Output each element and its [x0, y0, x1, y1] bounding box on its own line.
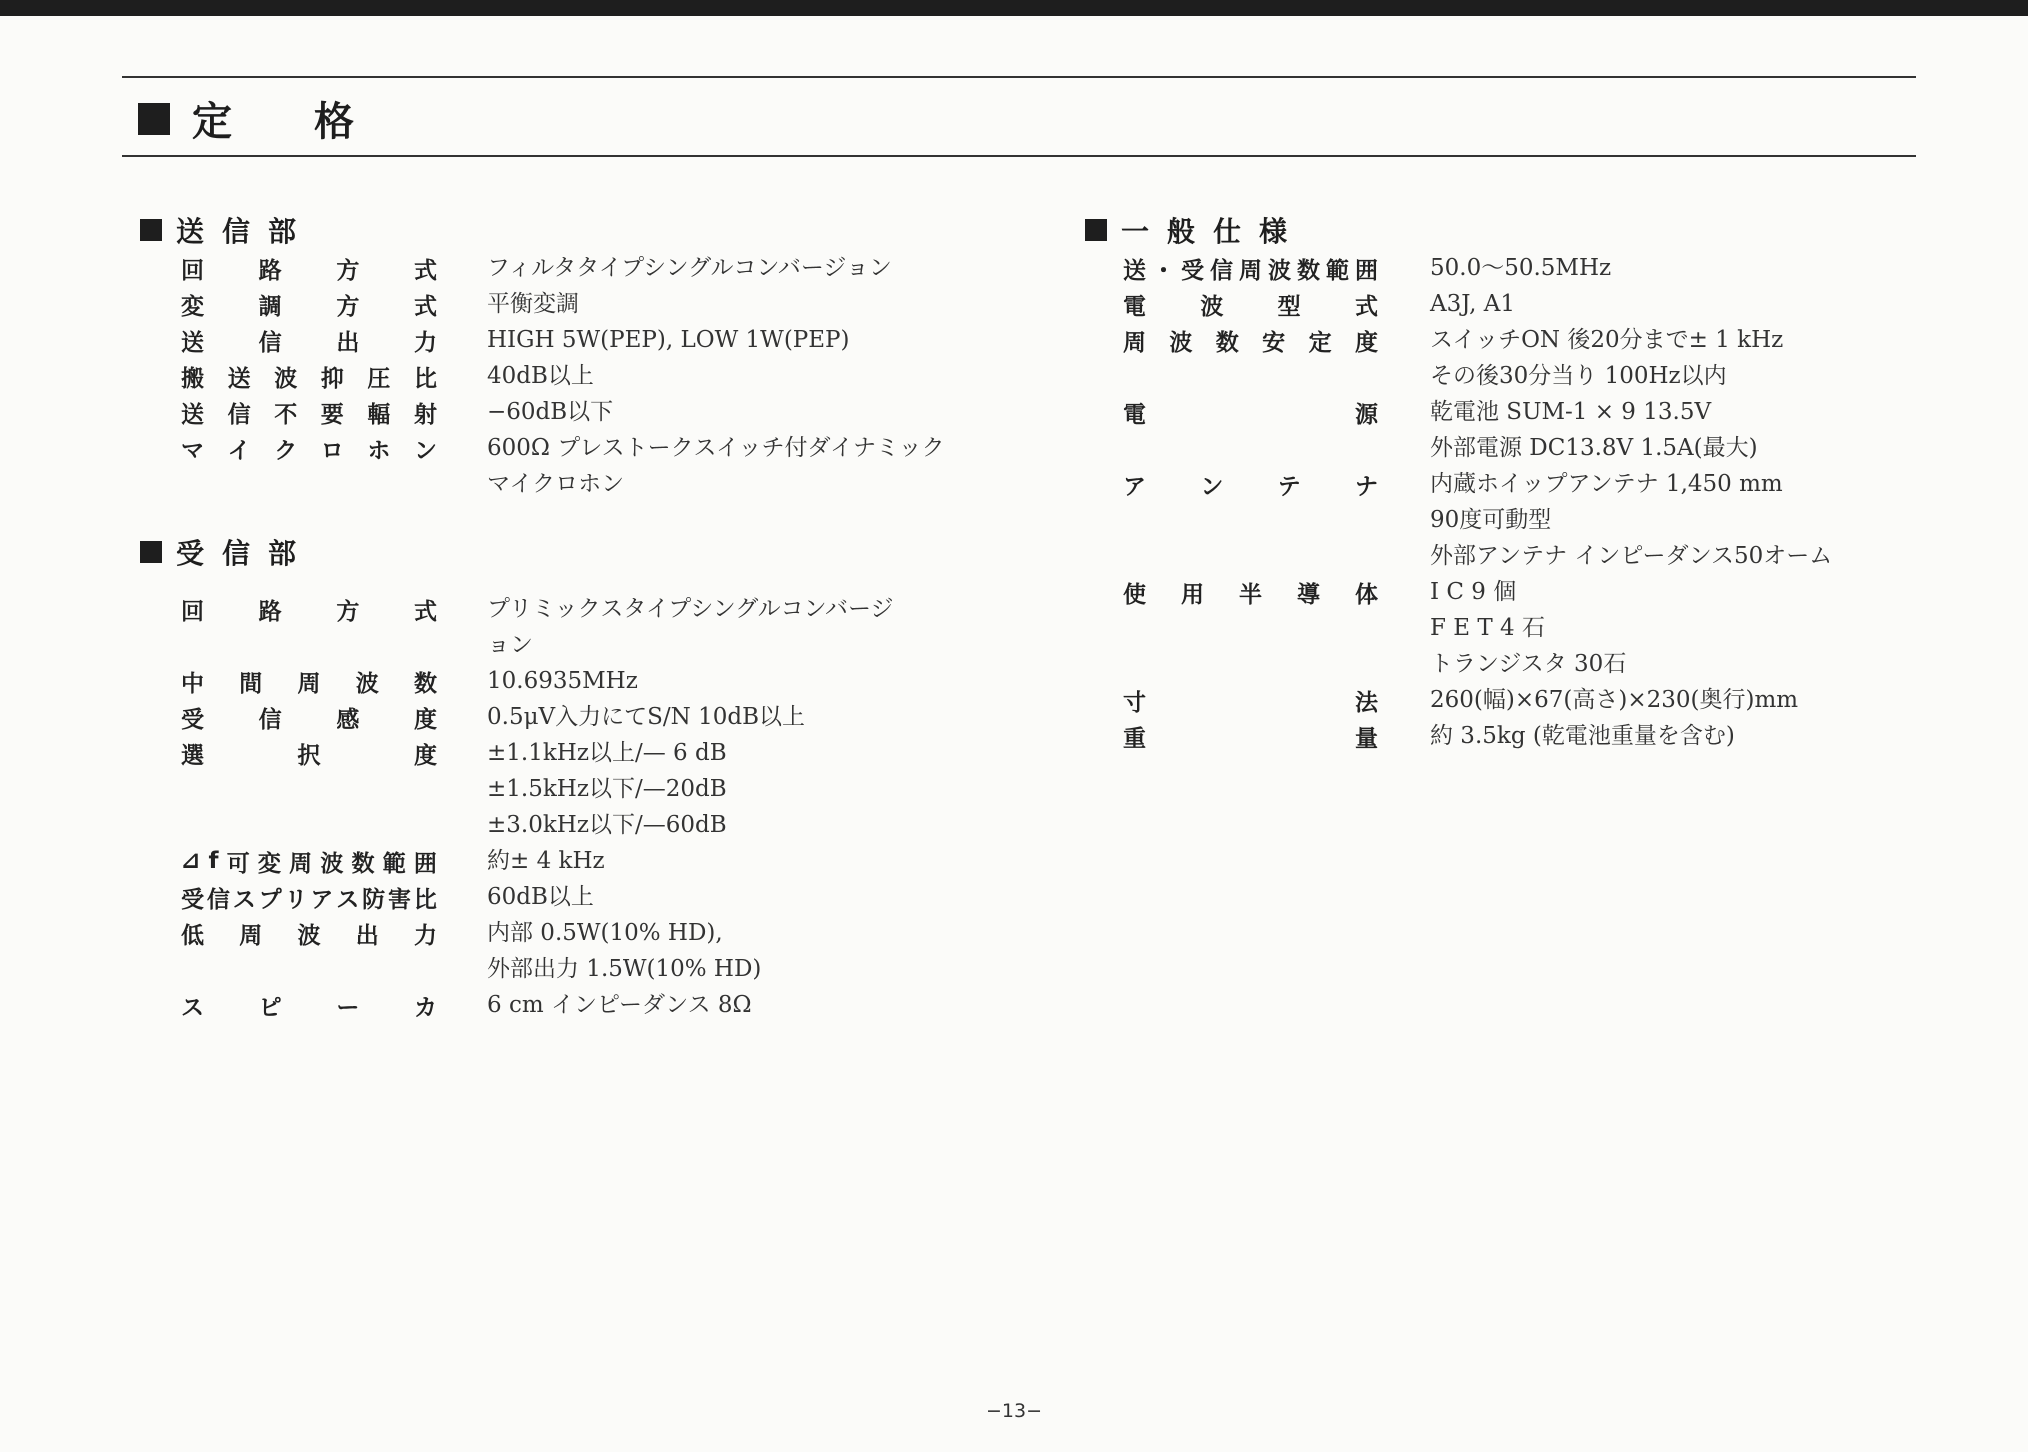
spec-value: マイクロホン [487, 471, 625, 497]
spec-label: 受 信 ス プ リ ア ス 防 害 比 [181, 886, 437, 913]
spec-label: 回 路 方 式 [181, 598, 437, 625]
spec-label: 送 ・ 受 信 周 波 数 範 囲 [1123, 257, 1378, 284]
spec-label: 電 波 型 式 [1123, 293, 1378, 320]
spec-value: 6 cm インピーダンス 8Ω [487, 992, 752, 1018]
section-heading-text: 一般仕様 [1121, 215, 1306, 248]
spec-value: スイッチON 後20分まで± 1 kHz [1430, 327, 1784, 353]
spec-label: ア ン テ ナ [1123, 473, 1378, 500]
square-bullet-icon [138, 103, 170, 135]
square-bullet-icon [140, 541, 162, 563]
spec-value: フィルタタイプシングルコンバージョン [487, 255, 892, 281]
spec-value: 平衡変調 [487, 291, 579, 317]
spec-value: 90度可動型 [1430, 507, 1552, 533]
page-title-text: 定格 [192, 99, 436, 145]
page-number: −13− [985, 1400, 1043, 1422]
spec-value: HIGH 5W(PEP), LOW 1W(PEP) [487, 327, 850, 353]
section-heading-text: 受信部 [176, 537, 315, 570]
spec-label: 中 間 周 波 数 [181, 670, 437, 697]
spec-label: 周 波 数 安 定 度 [1123, 329, 1378, 356]
spec-value: ョン [487, 632, 533, 658]
spec-value: 40dB以上 [487, 363, 594, 389]
spec-value: 外部出力 1.5W(10% HD) [487, 956, 762, 982]
spec-label: 送 信 不 要 輻 射 [181, 401, 437, 428]
spec-label: 送 信 出 力 [181, 329, 437, 356]
spec-label: 寸 法 [1123, 689, 1378, 716]
spec-value: 0.5μV入力にてS/N 10dB以上 [487, 704, 805, 730]
spec-label: 受 信 感 度 [181, 706, 437, 733]
section-heading-text: 送信部 [176, 215, 315, 248]
spec-label: 使 用 半 導 体 [1123, 581, 1378, 608]
spec-label: 電 源 [1123, 401, 1378, 428]
title-bottom-rule [122, 155, 1916, 157]
square-bullet-icon [140, 219, 162, 241]
spec-value: 乾電池 SUM-1 × 9 13.5V [1430, 399, 1712, 425]
spec-value: ±3.0kHz以下/—60dB [487, 812, 727, 838]
spec-label: ス ピ ー カ [181, 994, 437, 1021]
spec-value: 50.0〜50.5MHz [1430, 255, 1612, 281]
section-heading-receive [140, 532, 314, 572]
page-title [138, 90, 436, 147]
spec-label: 回 路 方 式 [181, 257, 437, 284]
spec-value: 260(幅)×67(高さ)×230(奥行)mm [1430, 687, 1799, 713]
spec-label: ⊿ f 可 変 周 波 数 範 囲 [181, 848, 437, 877]
spec-value: A3J, A1 [1430, 291, 1515, 317]
spec-value: I C 9 個 [1430, 579, 1517, 605]
spec-value: トランジスタ 30石 [1430, 651, 1627, 677]
spec-value: 約± 4 kHz [487, 848, 605, 874]
spec-label: 選 択 度 [181, 742, 437, 769]
page-top-edge [0, 0, 2028, 16]
spec-value: 内蔵ホイップアンテナ 1,450 mm [1430, 471, 1783, 497]
spec-label: 低 周 波 出 力 [181, 922, 437, 949]
spec-label: 変 調 方 式 [181, 293, 437, 320]
spec-value: 内部 0.5W(10% HD), [487, 920, 723, 946]
section-heading-transmit [140, 210, 314, 250]
spec-value: 外部電源 DC13.8V 1.5A(最大) [1430, 435, 1758, 461]
spec-label: マ イ ク ロ ホ ン [181, 437, 437, 464]
spec-value: ±1.1kHz以上/— 6 dB [487, 740, 727, 766]
spec-value: 600Ω プレストークスイッチ付ダイナミック [487, 435, 945, 461]
spec-value: −60dB以下 [487, 399, 614, 425]
title-top-rule [122, 76, 1916, 78]
spec-value: 外部アンテナ インピーダンス50オーム [1430, 543, 1833, 569]
spec-value: 10.6935MHz [487, 668, 638, 694]
spec-label: 搬 送 波 抑 圧 比 [181, 365, 437, 392]
section-heading-general [1085, 210, 1305, 250]
spec-label: 重 量 [1123, 725, 1378, 752]
spec-value: 60dB以上 [487, 884, 594, 910]
spec-value: その後30分当り 100Hz以内 [1430, 363, 1727, 389]
spec-value: プリミックスタイプシングルコンバージ [487, 596, 894, 622]
spec-value: F E T 4 石 [1430, 615, 1545, 641]
spec-value: ±1.5kHz以下/—20dB [487, 776, 727, 802]
spec-value: 約 3.5kg (乾電池重量を含む) [1430, 723, 1735, 749]
square-bullet-icon [1085, 219, 1107, 241]
